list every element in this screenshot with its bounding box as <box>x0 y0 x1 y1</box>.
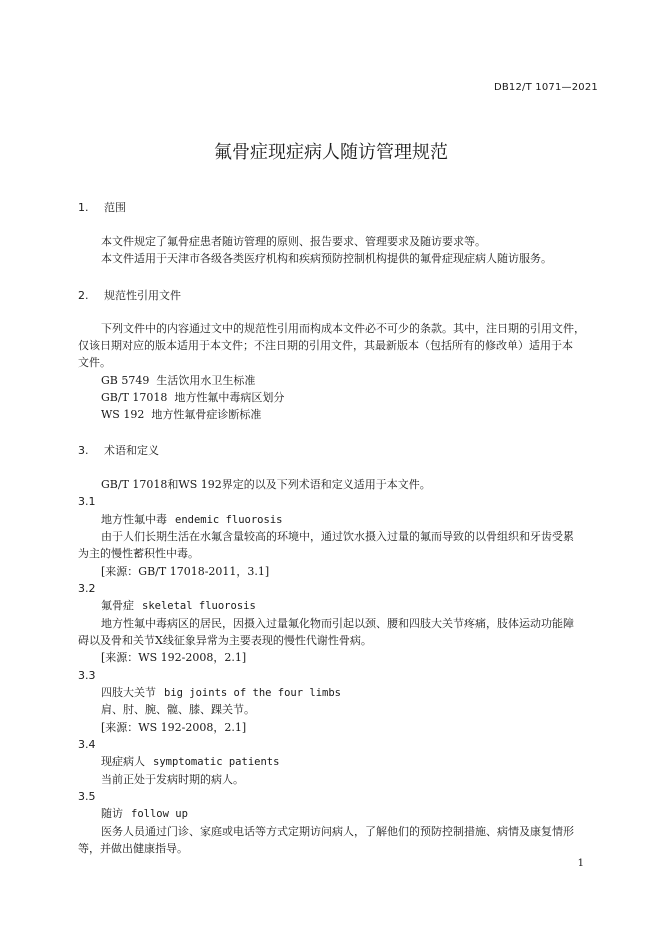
reference-paragraph-line: 下列文件中的内容通过文中的规范性引用而构成本文件必不可少的条款。其中，注日期的引用文件， <box>101 322 585 335</box>
standard-code: DB12/T 1071—2021 <box>493 82 598 93</box>
term-definition-line: 由于人们长期生活在水氟含量较高的环境中，通过饮水摄入过量的氟而导致的以骨组织和牙齿受累 <box>101 530 574 543</box>
term-definition-line: 等，并做出健康指导。 <box>78 842 188 855</box>
term-chinese: 地方性氟中毒 <box>101 513 167 526</box>
term-source: [来源：GB/T 17018-2011，3.1] <box>101 565 270 578</box>
term-definition-line: 地方性氟中毒病区的居民，因摄入过量氟化物而引起以颈、腰和四肢大关节疼痛，肢体运动功能障 <box>101 617 574 630</box>
reference-item: GB 5749 生活饮用水卫生标准 <box>101 374 256 387</box>
term-chinese: 随访 <box>101 807 123 820</box>
reference-paragraph-line: 仅该日期对应的版本适用于本文件；不注日期的引用文件，其最新版本（包括所有的修改单）适用于本 <box>78 339 573 352</box>
term-chinese: 四肢大关节 <box>101 686 156 699</box>
reference-item: GB/T 17018 地方性氟中毒病区划分 <box>101 391 285 404</box>
section-title: 范围 <box>104 201 126 214</box>
term-number: 3.3 <box>78 669 96 682</box>
section-number: 2. <box>78 289 89 302</box>
section-number: 3. <box>78 444 89 457</box>
section-title: 规范性引用文件 <box>104 289 181 302</box>
term-heading <box>101 755 279 769</box>
term-english: endemic fluorosis <box>175 514 283 526</box>
reference-item: WS 192 地方性氟骨症诊断标准 <box>101 408 262 421</box>
section-number: 1. <box>78 201 89 214</box>
term-definition-line: 当前正处于发病时期的病人。 <box>101 773 244 786</box>
term-english: skeletal fluorosis <box>142 600 256 612</box>
term-number: 3.5 <box>78 790 96 803</box>
section-heading-scope <box>78 201 126 215</box>
page-number: 1 <box>577 858 584 869</box>
section-heading-terms <box>78 444 159 458</box>
document-title: 氟骨症现症病人随访管理规范 <box>214 142 448 163</box>
term-number: 3.1 <box>78 495 96 508</box>
term-english: big joints of the four limbs <box>164 687 342 699</box>
term-english: follow up <box>131 808 188 820</box>
term-heading <box>101 807 188 821</box>
reference-paragraph-line: 文件。 <box>78 356 111 369</box>
section-title: 术语和定义 <box>104 444 159 457</box>
term-number: 3.2 <box>78 582 96 595</box>
section-heading-normative-references <box>78 289 181 303</box>
terms-intro: GB/T 17018和WS 192界定的以及下列术语和定义适用于本文件。 <box>101 478 431 491</box>
term-heading <box>101 599 256 613</box>
term-heading <box>101 513 282 527</box>
term-chinese: 氟骨症 <box>101 599 134 612</box>
term-definition-line: 为主的慢性蓄积性中毒。 <box>78 547 199 560</box>
term-heading <box>101 686 341 700</box>
scope-paragraph: 本文件适用于天津市各级各类医疗机构和疾病预防控制机构提供的氟骨症现症病人随访服务。 <box>101 252 552 265</box>
term-source: [来源：WS 192-2008，2.1] <box>101 651 247 664</box>
term-chinese: 现症病人 <box>101 755 145 768</box>
scope-paragraph: 本文件规定了氟骨症患者随访管理的原则、报告要求、管理要求及随访要求等。 <box>101 235 486 248</box>
term-source: [来源：WS 192-2008，2.1] <box>101 721 247 734</box>
term-definition-line: 医务人员通过门诊、家庭或电话等方式定期访问病人，了解他们的预防控制措施、病情及康复情形 <box>101 825 574 838</box>
term-number: 3.4 <box>78 738 96 751</box>
term-definition-line: 肩、肘、腕、髋、膝、踝关节。 <box>101 703 255 716</box>
term-definition-line: 碍以及骨和关节X线征象异常为主要表现的慢性代谢性骨病。 <box>78 634 372 647</box>
term-english: symptomatic patients <box>153 756 280 768</box>
